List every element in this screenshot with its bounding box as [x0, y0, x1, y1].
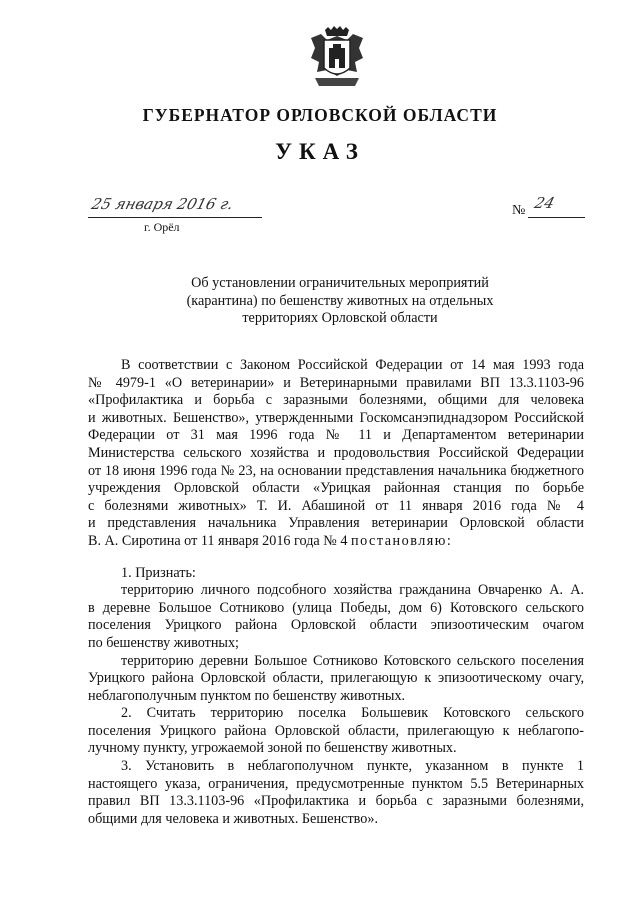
body-line: неблагополучным пунктом по бешенству животных. [88, 687, 406, 704]
body-line: от 18 июня 1996 года № 23, на основании представления начальника бюджетного [88, 462, 584, 479]
handwritten-date: 25 января 2016 г. [89, 195, 236, 213]
body-line: Министерства сельского хозяйства и продовольствия Российской Федерации [88, 444, 584, 461]
body-line: поселения Урицкого района Орловской области эпизоотическим очагом [88, 617, 584, 634]
body-line: 3. Установить в неблагополучном пункте, указанном в пункте 1 [121, 758, 584, 775]
body-line-text: В. А. Сиротина от 11 января 2016 года № 4 [88, 532, 348, 549]
body-line: «Профилактика и борьба с заразными болезнями, общими для человека [88, 392, 584, 409]
subject-line: Об установлении ограничительных мероприятий [191, 275, 489, 291]
number-underline [528, 217, 585, 218]
subject-line: (карантина) по бешенству животных на отдельных [186, 292, 494, 309]
body-line: и животных. Бешенство», утвержденными Госкомсанэпиднадзором Российской [88, 409, 584, 426]
body-line: правил ВП 13.3.1103-96 «Профилактика и борьба с заразными болезнями, [88, 793, 584, 810]
body-line: 2. Считать территорию поселка Большевик Котовского сельского [121, 705, 584, 722]
body-line: по бешенству животных; [88, 634, 239, 651]
body-line: № 4979-1 «О ветеринарии» и Ветеринарными правилами ВП 13.3.1103-96 [88, 374, 584, 391]
number-label: № [512, 203, 526, 218]
subject-line: территориях Орловской области [242, 310, 438, 326]
document-type: УКАЗ [275, 139, 365, 164]
issuer-title: ГУБЕРНАТОР ОРЛОВСКОЙ ОБЛАСТИ [142, 105, 498, 125]
body-line: территорию личного подсобного хозяйства гражданина Овчаренко А. А. [121, 582, 584, 599]
body-line: В соответствии с Законом Российской Федерации от 14 мая 1993 года [121, 357, 584, 373]
body-line: лучному пункту, угрожаемой зоной по бешенству животных. [88, 740, 457, 757]
body-line: и представления начальника Управления ветеринарии Орловской области [88, 515, 584, 532]
body-line: общими для человека и животных. Бешенство». [88, 810, 379, 827]
body-line: Урицкого района Орловской области, прилегающую к эпизоотическому очагу, [88, 670, 584, 687]
city-label: г. Орёл [144, 220, 180, 234]
body-line: учреждения Орловской области «Урицкая районная станция по борьбе [88, 480, 584, 497]
handwritten-number: 24 [532, 194, 557, 212]
body-line: поселения Урицкого района Орловской области, прилегающую к неблагопо- [88, 722, 584, 739]
decree-word: постановляю: [351, 532, 453, 549]
body-line: территорию деревни Большое Сотниково Котовского сельского поселения [121, 652, 584, 669]
body-line: Федерации от 31 мая 1996 года № 11 и Департаментом ветеринарии [88, 427, 584, 444]
clause-heading: 1. Признать: [121, 564, 196, 581]
document-subject [140, 275, 540, 328]
document-body [88, 357, 584, 828]
body-line: настоящего указа, ограничения, предусмотренные пунктом 5.5 Ветеринарных [88, 775, 584, 792]
body-line: с болезнями животных» Т. И. Абашиной от 11 января 2016 года № 4 [88, 497, 584, 514]
body-line [88, 533, 584, 551]
coat-of-arms-icon [307, 26, 367, 90]
date-underline [88, 217, 262, 218]
body-line: в деревне Большое Сотниково (улица Победы, дом 6) Котовского сельского [88, 599, 584, 616]
